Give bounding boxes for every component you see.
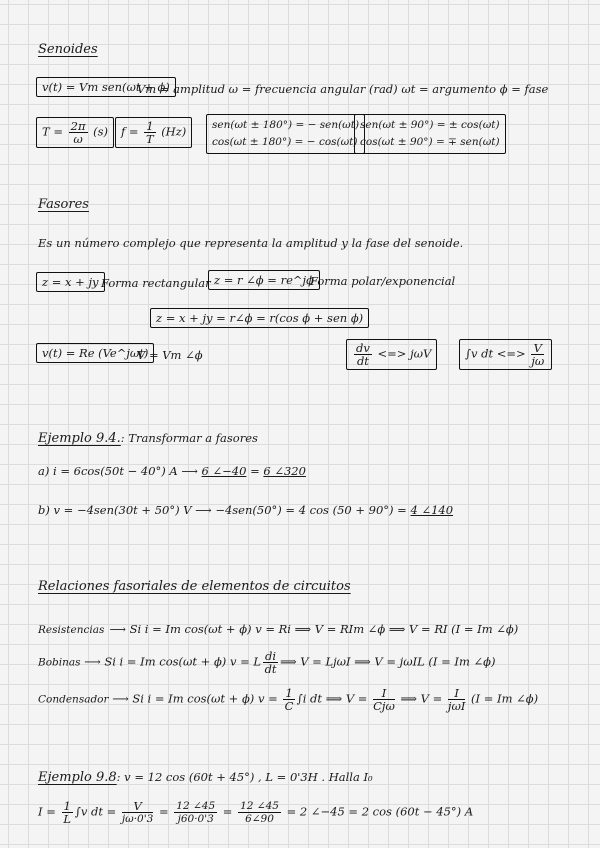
frequency-fraction [144, 120, 155, 145]
derivative-denominator: dt [356, 354, 369, 368]
identity-sen-90: sen(ωt ± 90°) = ± cos(ωt) [360, 119, 500, 131]
rectangular-form-label: Forma rectangular [101, 276, 211, 290]
integral-box [459, 339, 552, 370]
part-b-lhs: b) v = −4sen(30t + 50°) V ⟶ −4sen(50°) = 4 cos (50 + 90°) = [38, 503, 411, 517]
section-heading-fasores: Fasores [38, 197, 89, 212]
inductor-denominator: dt [264, 662, 277, 676]
derivative-rhs: <=> jωV [377, 346, 432, 361]
solution-fraction-2 [122, 800, 153, 825]
example-9-8-heading: Ejemplo 9.8 [38, 770, 117, 785]
frequency-lhs: f = [121, 124, 143, 139]
section-heading-relaciones: Relaciones fasoriales de elementos de circuitos [38, 579, 351, 594]
solution-denominator-2: jω·0'3 [121, 813, 154, 825]
derivative-numerator: dv [356, 341, 370, 355]
inductor-label: Bobinas [38, 656, 81, 669]
solution-part-1: I = [38, 804, 60, 819]
inductor-equation-1: ⟶ Si i = Im cos(ωt + ϕ) v = L [84, 654, 262, 669]
example-9-4-title [38, 427, 258, 446]
resistor-relation [38, 618, 518, 637]
period-fraction [69, 120, 88, 145]
frequency-denominator: T [146, 132, 154, 146]
period-numerator: 2π [70, 119, 86, 133]
identity-cos-90: cos(ωt ± 90°) = ∓ sen(ωt) [360, 136, 500, 148]
solution-numerator-4: 12 ∠45 [240, 800, 279, 812]
sinusoid-formula-box: v(t) = Vm sen(ωt + ϕ) [36, 77, 176, 97]
integral-numerator: V [531, 342, 544, 355]
part-b-result: 4 ∠140 [410, 503, 454, 517]
solution-fraction-4 [238, 800, 281, 825]
solution-denominator-3: j60·0'3 [177, 813, 214, 825]
identity-sen-180: sen(ωt ± 180°) = − sen(ωt) [212, 119, 360, 131]
integral-fraction [531, 342, 544, 367]
rectangular-form-box: z = x + jy [36, 272, 105, 292]
example-9-8-title [38, 766, 373, 785]
example-9-4-part-a [38, 464, 306, 478]
capacitor-denominator-1: C [284, 699, 294, 713]
solution-numerator-3: 12 ∠45 [176, 800, 216, 812]
phasor-definition: Es un número complejo que representa la amplitud y la fase del senoide. [38, 236, 464, 250]
identity-cos-180: cos(ωt ± 180°) = − cos(ωt) [212, 136, 358, 148]
part-a-equals: = [246, 464, 264, 478]
section-heading-senoides: Senoides [38, 42, 98, 57]
capacitor-equation-2: ∫i dt ⟹ V = [296, 691, 372, 706]
period-lhs: T = [42, 124, 67, 139]
integral-lhs: ∫v dt <=> [465, 346, 526, 361]
capacitor-fraction-2 [373, 687, 395, 712]
period-denominator: ω [73, 132, 83, 146]
polar-form-label: Forma polar/exponencial [310, 274, 456, 288]
solution-numerator-2: V [122, 800, 153, 813]
example-9-8-solution [38, 800, 473, 825]
solution-fraction-1 [62, 800, 73, 825]
polar-form-box: z = r ∠ϕ = re^jϕ [208, 270, 320, 290]
example-9-4-part-b [38, 503, 453, 517]
integral-denominator: jω [531, 354, 545, 368]
capacitor-numerator-2: I [373, 687, 395, 700]
solution-denominator-1: L [63, 812, 71, 826]
solution-denominator-4: 6∠90 [245, 813, 274, 825]
sinusoid-legend: Vm = amplitud ω = frecuencia angular (rad) ωt = argumento ϕ = fase [137, 82, 549, 96]
example-9-8-statement: : v = 12 cos (60t + 45°) , L = 0'3H . Halla I₀ [116, 770, 373, 784]
inductor-relation [38, 650, 495, 675]
capacitor-equation-3: ⟹ V = [396, 691, 446, 706]
solution-fraction-3 [174, 800, 217, 825]
phasor-equation: V = Vm ∠ϕ [137, 348, 203, 362]
solution-part-4: = [219, 804, 237, 819]
part-a-result-1: 6 ∠−40 [201, 464, 247, 478]
frequency-box [115, 117, 192, 148]
solution-numerator-1: 1 [63, 799, 71, 813]
inductor-equation-2: ⟹ V = LjωI ⟹ V = jωIL (I = Im ∠ϕ) [280, 654, 496, 669]
period-unit: (s) [93, 124, 109, 139]
resistor-label: Resistencias [38, 624, 105, 636]
inductor-fraction [263, 650, 278, 675]
capacitor-equation-1: ⟶ Si i = Im cos(ωt + ϕ) v = [112, 691, 282, 706]
solution-part-2: ∫v dt = [74, 804, 120, 819]
capacitor-denominator-2: Cjω [373, 699, 395, 713]
capacitor-fraction-1 [283, 687, 294, 712]
identity-box-90 [354, 114, 506, 154]
derivative-box [346, 339, 437, 370]
inductor-numerator: di [265, 649, 277, 663]
solution-part-5: = 2 ∠−45 = 2 cos (60t − 45°) A [282, 804, 474, 819]
phasor-definition-box: v(t) = Re (Ve^jωt) [36, 343, 154, 363]
example-9-4-subtitle: : Transformar a fasores [120, 431, 258, 445]
capacitor-denominator-3: jωI [447, 699, 466, 713]
capacitor-fraction-3 [448, 687, 466, 712]
form-equivalence-box: z = x + jy = r∠ϕ = r(cos ϕ + sen ϕ) [150, 308, 369, 328]
example-9-4-heading: Ejemplo 9.4. [38, 431, 121, 446]
frequency-numerator: 1 [146, 119, 154, 133]
solution-part-3: = [155, 804, 173, 819]
part-a-lhs: a) i = 6cos(50t − 40°) A ⟶ [38, 464, 202, 478]
period-box [36, 117, 114, 148]
frequency-unit: (Hz) [161, 124, 187, 139]
derivative-fraction [354, 342, 372, 367]
capacitor-equation-4: (I = Im ∠ϕ) [467, 691, 539, 706]
part-a-result-2: 6 ∠320 [263, 464, 306, 478]
capacitor-numerator-1: 1 [285, 686, 293, 700]
identity-box-180 [206, 114, 365, 154]
capacitor-label: Condensador [38, 693, 109, 706]
capacitor-relation [38, 687, 538, 712]
resistor-equation: ⟶ Si i = Im cos(ωt + ϕ) v = Ri ⟹ V = RIm ∠ϕ ⟹ V = RI (I = Im ∠ϕ) [109, 622, 519, 636]
capacitor-numerator-3: I [448, 687, 466, 700]
